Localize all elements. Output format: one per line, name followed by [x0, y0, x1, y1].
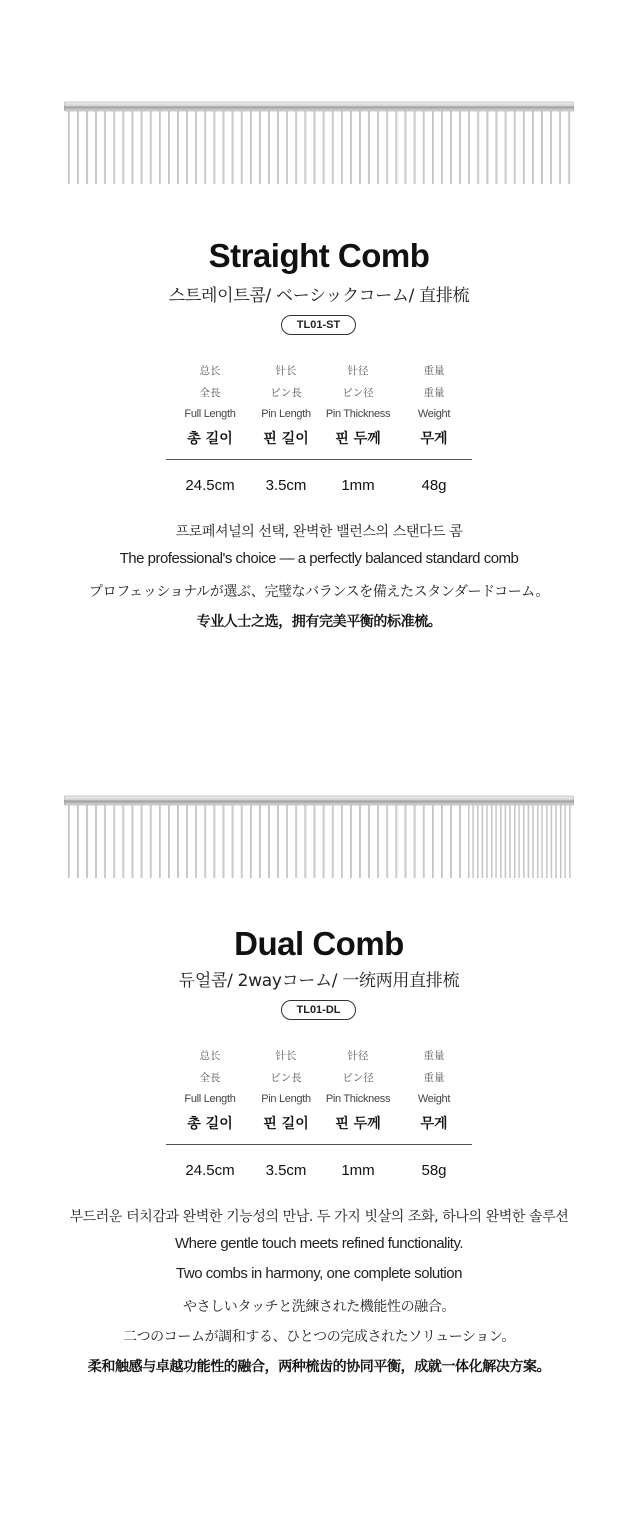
description-cn: 专业人士之选，拥有完美平衡的标准梳。	[196, 614, 442, 630]
comb-tooth	[168, 111, 170, 184]
comb-tooth	[509, 805, 510, 878]
spec-label-kr: 핀 두께	[335, 1116, 381, 1132]
spec-table	[166, 360, 472, 500]
comb-tooth	[223, 805, 225, 878]
comb-tooth	[468, 805, 469, 878]
comb-tooth	[159, 805, 161, 878]
comb-tooth	[68, 805, 70, 878]
comb-tooth	[277, 805, 279, 878]
comb-tooth	[241, 805, 243, 878]
comb-tooth	[350, 111, 352, 184]
comb-tooth	[314, 805, 316, 878]
comb-tooth	[423, 805, 425, 878]
comb-tooth	[341, 805, 343, 878]
spec-value: 1mm	[341, 1162, 375, 1179]
comb-tooth	[519, 805, 520, 878]
spec-label-kr: 핀 길이	[263, 431, 309, 447]
comb-tooth	[482, 805, 483, 878]
comb-tooth	[537, 805, 538, 878]
spec-label-en: Full Length	[184, 1093, 236, 1105]
spec-label-en: Weight	[417, 1093, 451, 1105]
comb-tooth	[387, 111, 389, 184]
description-en: Where gentle touch meets refined functionality.	[174, 1235, 464, 1252]
product-subtitle: 듀얼콤/ 2wayコーム/ 一统两用直排梳	[178, 971, 460, 991]
comb-tooth	[368, 111, 370, 184]
comb-tooth	[541, 111, 543, 184]
product-title: Dual Comb	[234, 925, 404, 962]
description-jp: やさしいタッチと洗練された機能性の融合。	[183, 1299, 455, 1315]
product-title: Straight Comb	[208, 237, 430, 274]
comb-tooth	[286, 111, 288, 184]
comb-tooth	[123, 111, 125, 184]
comb-tooth	[565, 805, 566, 878]
comb-tooth	[396, 111, 398, 184]
spec-label-jp: 重量	[423, 387, 445, 399]
comb-tooth	[259, 805, 261, 878]
comb-tooth	[150, 111, 152, 184]
spec-label-en: Pin Thickness	[325, 1093, 391, 1105]
description-kr: 프로페셔널의 선택, 완벽한 밸런스의 스탠다드 콤	[175, 524, 463, 540]
comb-tooth	[123, 805, 125, 878]
comb-tooth	[523, 805, 524, 878]
spec-label-en: Pin Thickness	[325, 408, 391, 420]
comb-tooth	[241, 111, 243, 184]
comb-tooth	[296, 805, 298, 878]
comb-tooth	[496, 111, 498, 184]
description-en: The professional's choice — a perfectly balanced standard comb	[119, 550, 519, 567]
comb-tooth	[86, 111, 88, 184]
comb-tooth	[186, 805, 188, 878]
comb-tooth	[95, 111, 97, 184]
product-code-badge: TL01-ST	[281, 315, 356, 335]
comb-tooth	[195, 111, 197, 184]
spec-label-kr: 총 길이	[187, 1116, 233, 1132]
comb-tooth	[277, 111, 279, 184]
spec-divider	[166, 459, 472, 460]
spec-label-kr: 무게	[420, 431, 448, 447]
comb-tooth	[487, 111, 489, 184]
spec-label-jp: ピン径	[342, 1072, 374, 1084]
comb-tooth	[477, 805, 478, 878]
description-cn: 柔和触感与卓越功能性的融合，两种梳齿的协同平衡，成就一体化解决方案。	[87, 1359, 551, 1375]
comb-tooth	[359, 805, 361, 878]
comb-tooth	[296, 111, 298, 184]
comb-tooth	[77, 805, 79, 878]
spec-label-cn: 重量	[423, 1050, 445, 1062]
spec-value: 3.5cm	[265, 1162, 307, 1179]
comb-tooth	[505, 111, 507, 184]
comb-tooth	[359, 111, 361, 184]
spec-label-jp: ピン径	[342, 387, 374, 399]
spec-label-jp: ピン長	[270, 387, 302, 399]
comb-tooth	[368, 805, 370, 878]
comb-tooth	[514, 111, 516, 184]
spec-value: 58g	[421, 1162, 447, 1179]
comb-tooth	[450, 111, 452, 184]
comb-tooth	[423, 111, 425, 184]
comb-tooth	[569, 111, 571, 184]
comb-tooth	[546, 805, 547, 878]
description-jp-2: 二つのコームが調和する、ひとつの完成されたソリューション。	[122, 1329, 516, 1345]
comb-tooth	[559, 111, 561, 184]
description-en-2: Two combs in harmony, one complete solution	[176, 1265, 462, 1282]
comb-tooth	[569, 805, 570, 878]
comb-tooth	[314, 111, 316, 184]
comb-tooth	[514, 805, 515, 878]
comb-tooth	[528, 805, 529, 878]
comb-tooth	[550, 111, 552, 184]
comb-tooth	[323, 805, 325, 878]
comb-tooth	[150, 805, 152, 878]
comb-tooth	[341, 111, 343, 184]
comb-tooth	[332, 805, 334, 878]
comb-tooth	[205, 805, 207, 878]
spec-label-cn: 针长	[275, 1050, 297, 1062]
spec-label-en: Pin Length	[261, 408, 311, 420]
comb-spine	[64, 796, 574, 805]
product-subtitle: 스트레이트콤/ ベーシックコーム/ 直排梳	[168, 286, 470, 306]
comb-tooth	[377, 805, 379, 878]
comb-tooth	[555, 805, 556, 878]
comb-tooth	[505, 805, 506, 878]
description-kr: 부드러운 터치감과 완벽한 기능성의 만남. 두 가지 빗살의 조화, 하나의 완벽한 솔루션	[69, 1209, 569, 1225]
spec-label-jp: 重量	[423, 1072, 445, 1084]
comb-tooth	[500, 805, 501, 878]
comb-tooth	[542, 805, 543, 878]
straight-comb-image	[64, 100, 574, 190]
spec-value: 48g	[421, 477, 447, 494]
comb-tooth	[405, 805, 407, 878]
comb-tooth	[114, 805, 116, 878]
comb-tooth	[132, 805, 134, 878]
dual-comb-image	[64, 794, 574, 884]
comb-tooth	[159, 111, 161, 184]
description-jp: プロフェッショナルが選ぶ、完璧なバランスを備えたスタンダードコーム。	[89, 584, 549, 600]
comb-tooth	[396, 805, 398, 878]
comb-tooth	[232, 111, 234, 184]
comb-tooth	[214, 111, 216, 184]
comb-tooth	[232, 805, 234, 878]
comb-tooth	[250, 805, 252, 878]
comb-tooth	[468, 111, 470, 184]
comb-tooth	[459, 805, 461, 878]
comb-tooth	[496, 805, 497, 878]
spec-label-kr: 핀 길이	[263, 1116, 309, 1132]
spec-label-en: Full Length	[184, 408, 236, 420]
comb-tooth	[432, 805, 434, 878]
comb-tooth	[377, 111, 379, 184]
spec-label-cn: 针长	[275, 365, 297, 377]
comb-tooth	[491, 805, 492, 878]
product-straight-comb	[0, 0, 638, 700]
comb-tooth	[250, 111, 252, 184]
spec-value: 24.5cm	[185, 1162, 235, 1179]
comb-tooth	[332, 111, 334, 184]
comb-tooth	[259, 111, 261, 184]
comb-tooth	[114, 111, 116, 184]
comb-tooth	[177, 111, 179, 184]
comb-tooth	[186, 111, 188, 184]
comb-tooth	[473, 805, 474, 878]
comb-tooth	[441, 111, 443, 184]
spec-label-jp: 全長	[199, 1072, 221, 1084]
comb-tooth	[387, 805, 389, 878]
comb-tooth	[350, 805, 352, 878]
comb-tooth	[405, 111, 407, 184]
spec-label-cn: 总长	[199, 365, 221, 377]
spec-label-kr: 무게	[420, 1116, 448, 1132]
comb-tooth	[478, 111, 480, 184]
comb-tooth	[132, 111, 134, 184]
product-code-badge: TL01-DL	[281, 1000, 356, 1020]
comb-tooth	[205, 111, 207, 184]
comb-tooth	[104, 805, 106, 878]
comb-tooth	[168, 805, 170, 878]
comb-tooth	[177, 805, 179, 878]
comb-tooth	[532, 111, 534, 184]
product-dual-comb	[0, 700, 638, 1521]
spec-label-cn: 针径	[347, 1050, 369, 1062]
comb-tooth	[523, 111, 525, 184]
spec-label-en: Pin Length	[261, 1093, 311, 1105]
spec-label-en: Weight	[417, 408, 451, 420]
comb-tooth	[459, 111, 461, 184]
comb-tooth	[414, 805, 416, 878]
spec-label-cn: 针径	[347, 365, 369, 377]
spec-label-kr: 핀 두께	[335, 431, 381, 447]
comb-tooth	[141, 111, 143, 184]
spec-value: 3.5cm	[265, 477, 307, 494]
spec-label-cn: 总长	[199, 1050, 221, 1062]
comb-tooth	[141, 805, 143, 878]
comb-tooth	[223, 111, 225, 184]
comb-tooth	[268, 111, 270, 184]
comb-tooth	[450, 805, 452, 878]
comb-tooth	[441, 805, 443, 878]
comb-spine	[64, 102, 574, 111]
comb-tooth	[305, 805, 307, 878]
comb-tooth	[68, 111, 70, 184]
spec-label-kr: 총 길이	[187, 431, 233, 447]
comb-tooth	[214, 805, 216, 878]
spec-value: 24.5cm	[185, 477, 235, 494]
comb-tooth	[195, 805, 197, 878]
comb-tooth	[486, 805, 487, 878]
spec-table	[166, 1045, 472, 1185]
spec-label-cn: 重量	[423, 365, 445, 377]
comb-tooth	[86, 805, 88, 878]
spec-label-jp: ピン長	[270, 1072, 302, 1084]
comb-tooth	[77, 111, 79, 184]
comb-tooth	[323, 111, 325, 184]
comb-tooth	[560, 805, 561, 878]
spec-divider	[166, 1144, 472, 1145]
comb-tooth	[268, 805, 270, 878]
comb-tooth	[414, 111, 416, 184]
comb-tooth	[104, 111, 106, 184]
comb-tooth	[305, 111, 307, 184]
comb-tooth	[551, 805, 552, 878]
spec-label-jp: 全長	[199, 387, 221, 399]
comb-tooth	[532, 805, 533, 878]
comb-tooth	[286, 805, 288, 878]
spec-value: 1mm	[341, 477, 375, 494]
comb-tooth	[432, 111, 434, 184]
comb-tooth	[95, 805, 97, 878]
